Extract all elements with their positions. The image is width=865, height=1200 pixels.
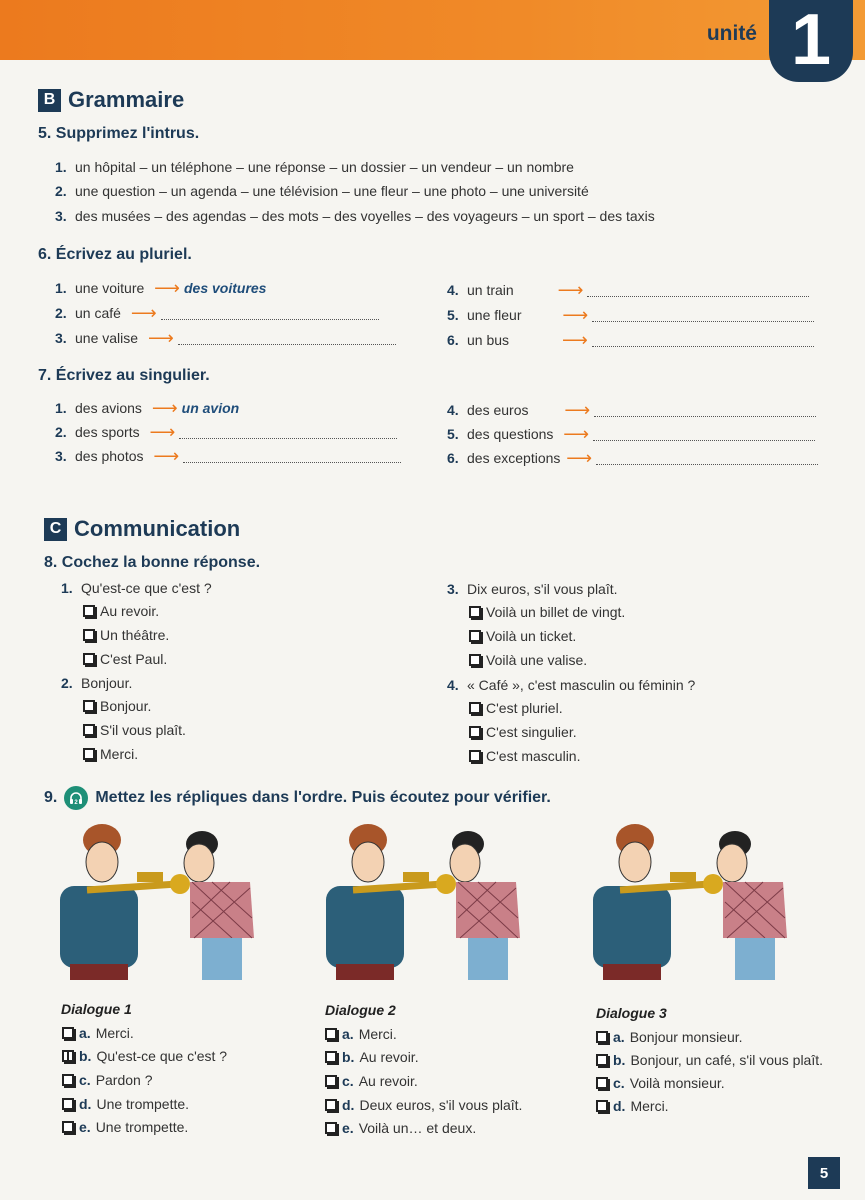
answer-blank[interactable] (594, 405, 816, 417)
answer-option[interactable]: Voilà un ticket. (469, 628, 576, 644)
dialogue-line[interactable]: a. Merci. (62, 1025, 134, 1041)
arrow-icon: ⟶ (561, 330, 588, 350)
answer-blank[interactable] (592, 335, 814, 347)
dialogue-line[interactable]: c. Pardon ? (62, 1072, 153, 1088)
answer-blank[interactable] (593, 429, 815, 441)
checkbox-icon[interactable] (325, 1075, 337, 1087)
checkbox-icon[interactable] (83, 724, 95, 736)
exercise-5-item: 3. des musées – des agendas – des mots – des voyelles – des voyageurs – un sport – des taxis (55, 208, 655, 224)
answer-option[interactable]: C'est Paul. (83, 651, 167, 667)
checkbox-icon[interactable] (325, 1028, 337, 1040)
answer-blank[interactable] (587, 285, 809, 297)
dialogue-line[interactable]: b. Au revoir. (325, 1049, 419, 1065)
answer-option[interactable]: Un théâtre. (83, 627, 169, 643)
dialogue-line[interactable]: a. Merci. (325, 1026, 397, 1042)
section-title: Grammaire (68, 87, 185, 112)
page-number: 5 (808, 1157, 840, 1189)
exercise-9-instruction: Mettez les répliques dans l'ordre. Puis écoutez pour vérifier. (95, 789, 551, 806)
answer-blank[interactable] (183, 451, 401, 463)
exercise-6-title: 6. Écrivez au pluriel. (38, 246, 192, 263)
arrow-icon: ⟶ (130, 303, 157, 323)
checkbox-icon[interactable] (325, 1099, 337, 1111)
checkbox-icon[interactable] (83, 629, 95, 641)
exercise-8-question: 2. Bonjour. (61, 675, 133, 691)
exercise-6-item: 6. un bus ⟶ (447, 329, 814, 350)
dialogue-line[interactable]: e. Une trompette. (62, 1119, 188, 1135)
headphones-icon (68, 790, 84, 806)
section-communication (44, 516, 240, 542)
arrow-icon: ⟶ (153, 446, 180, 466)
checkbox-icon[interactable] (596, 1031, 608, 1043)
arrow-icon: ⟶ (564, 400, 591, 420)
checkbox-icon[interactable] (469, 630, 481, 642)
answer-blank[interactable] (161, 308, 379, 320)
section-letter-badge: C (44, 518, 67, 541)
dialogue-3-title: Dialogue 3 (596, 1005, 667, 1021)
checkbox-icon[interactable] (469, 750, 481, 762)
answer-option[interactable]: C'est pluriel. (469, 700, 563, 716)
dialogue-line[interactable]: b. Bonjour, un café, s'il vous plaît. (596, 1052, 823, 1068)
checkbox-icon[interactable] (596, 1077, 608, 1089)
exercise-9-title (44, 786, 551, 810)
exercise-7-item: 1. des avions ⟶ un avion (55, 398, 240, 418)
checkbox-icon[interactable] (62, 1121, 74, 1133)
answer-blank[interactable] (596, 453, 818, 465)
exercise-6-item: 3. une valise ⟶ (55, 327, 396, 348)
answer-option[interactable]: S'il vous plaît. (83, 722, 186, 738)
dialogue-line[interactable]: c. Au revoir. (325, 1073, 418, 1089)
checkbox-icon[interactable] (62, 1050, 74, 1062)
checkbox-icon[interactable] (596, 1100, 608, 1112)
checkbox-icon[interactable] (325, 1122, 337, 1134)
arrow-icon: ⟶ (149, 422, 176, 442)
arrow-icon: ⟶ (563, 424, 590, 444)
exercise-6-item: 5. une fleur ⟶ (447, 304, 814, 325)
arrow-icon: ⟶ (566, 448, 593, 468)
exercise-5-item: 1. un hôpital – un téléphone – une réponse – un dossier – un vendeur – un nombre (55, 159, 574, 175)
audio-track-number: 2 (74, 800, 79, 806)
answer-option[interactable]: Bonjour. (83, 698, 151, 714)
answer-text: des voitures (183, 280, 267, 296)
checkbox-icon[interactable] (83, 605, 95, 617)
dialogue-line[interactable]: d. Deux euros, s'il vous plaît. (325, 1097, 522, 1113)
arrow-icon: ⟶ (147, 328, 174, 348)
dialogue-line[interactable]: a. Bonjour monsieur. (596, 1029, 743, 1045)
checkbox-icon[interactable] (469, 654, 481, 666)
section-letter-badge: B (38, 89, 61, 112)
answer-option[interactable]: C'est masculin. (469, 748, 580, 764)
dialogue-2-title: Dialogue 2 (325, 1002, 396, 1018)
trumpet-illustration (318, 818, 528, 983)
exercise-6-item: 2. un café ⟶ (55, 302, 379, 323)
answer-option[interactable]: C'est singulier. (469, 724, 577, 740)
checkbox-icon[interactable] (83, 748, 95, 760)
checkbox-icon[interactable] (83, 700, 95, 712)
dialogue-line[interactable]: e. Voilà un… et deux. (325, 1120, 476, 1136)
checkbox-icon[interactable] (83, 653, 95, 665)
checkbox-icon[interactable] (469, 726, 481, 738)
exercise-7-item: 6. des exceptions ⟶ (447, 447, 818, 468)
unite-number-badge: 1 (769, 0, 853, 82)
checkbox-icon[interactable] (469, 606, 481, 618)
arrow-icon: ⟶ (154, 278, 180, 298)
exercise-5-item: 2. une question – un agenda – une télévision – une fleur – une photo – une université (55, 183, 589, 199)
arrow-icon: ⟶ (151, 398, 178, 418)
checkbox-icon[interactable] (62, 1098, 74, 1110)
exercise-8-title: 8. Cochez la bonne réponse. (44, 554, 261, 571)
exercise-7-item: 4. des euros ⟶ (447, 399, 816, 420)
checkbox-icon[interactable] (62, 1027, 74, 1039)
section-grammaire (38, 87, 184, 113)
exercise-7-item: 3. des photos ⟶ (55, 445, 401, 466)
checkbox-icon[interactable] (596, 1054, 608, 1066)
dialogue-line[interactable]: b. Qu'est-ce que c'est ? (62, 1048, 227, 1064)
answer-option[interactable]: Voilà un billet de vingt. (469, 604, 625, 620)
checkbox-icon[interactable] (325, 1051, 337, 1063)
exercise-7-item: 5. des questions ⟶ (447, 423, 815, 444)
answer-blank[interactable] (178, 333, 396, 345)
answer-option[interactable]: Voilà une valise. (469, 652, 587, 668)
dialogue-line[interactable]: d. Merci. (596, 1098, 669, 1114)
exercise-8-question: 4. « Café », c'est masculin ou féminin ? (447, 677, 696, 693)
answer-blank[interactable] (179, 427, 397, 439)
audio-headphones-icon[interactable] (64, 786, 88, 810)
arrow-icon: ⟶ (557, 280, 584, 300)
checkbox-icon[interactable] (469, 702, 481, 714)
checkbox-icon[interactable] (62, 1074, 74, 1086)
answer-option[interactable]: Au revoir. (83, 603, 159, 619)
exercise-6-item: 4. un train ⟶ (447, 279, 809, 300)
trumpet-illustration (585, 818, 795, 983)
exercise-8-question: 1. Qu'est-ce que c'est ? (61, 580, 212, 596)
trumpet-illustration (52, 818, 262, 983)
arrow-icon: ⟶ (562, 305, 589, 325)
exercise-8-question: 3. Dix euros, s'il vous plaît. (447, 581, 618, 597)
answer-option[interactable]: Merci. (83, 746, 138, 762)
exercise-number: 9. (44, 789, 58, 806)
dialogue-line[interactable]: d. Une trompette. (62, 1096, 189, 1112)
exercise-7-item: 2. des sports ⟶ (55, 421, 397, 442)
exercise-7-title: 7. Écrivez au singulier. (38, 367, 210, 384)
unite-label: unité (706, 22, 757, 45)
dialogue-line[interactable]: c. Voilà monsieur. (596, 1075, 725, 1091)
exercise-5-title: 5. Supprimez l'intrus. (38, 125, 200, 142)
dialogue-1-title: Dialogue 1 (61, 1001, 132, 1017)
answer-blank[interactable] (592, 310, 814, 322)
exercise-6-item: 1. une voiture ⟶ des voitures (55, 278, 267, 298)
section-title: Communication (74, 516, 241, 541)
answer-text: un avion (181, 400, 240, 416)
